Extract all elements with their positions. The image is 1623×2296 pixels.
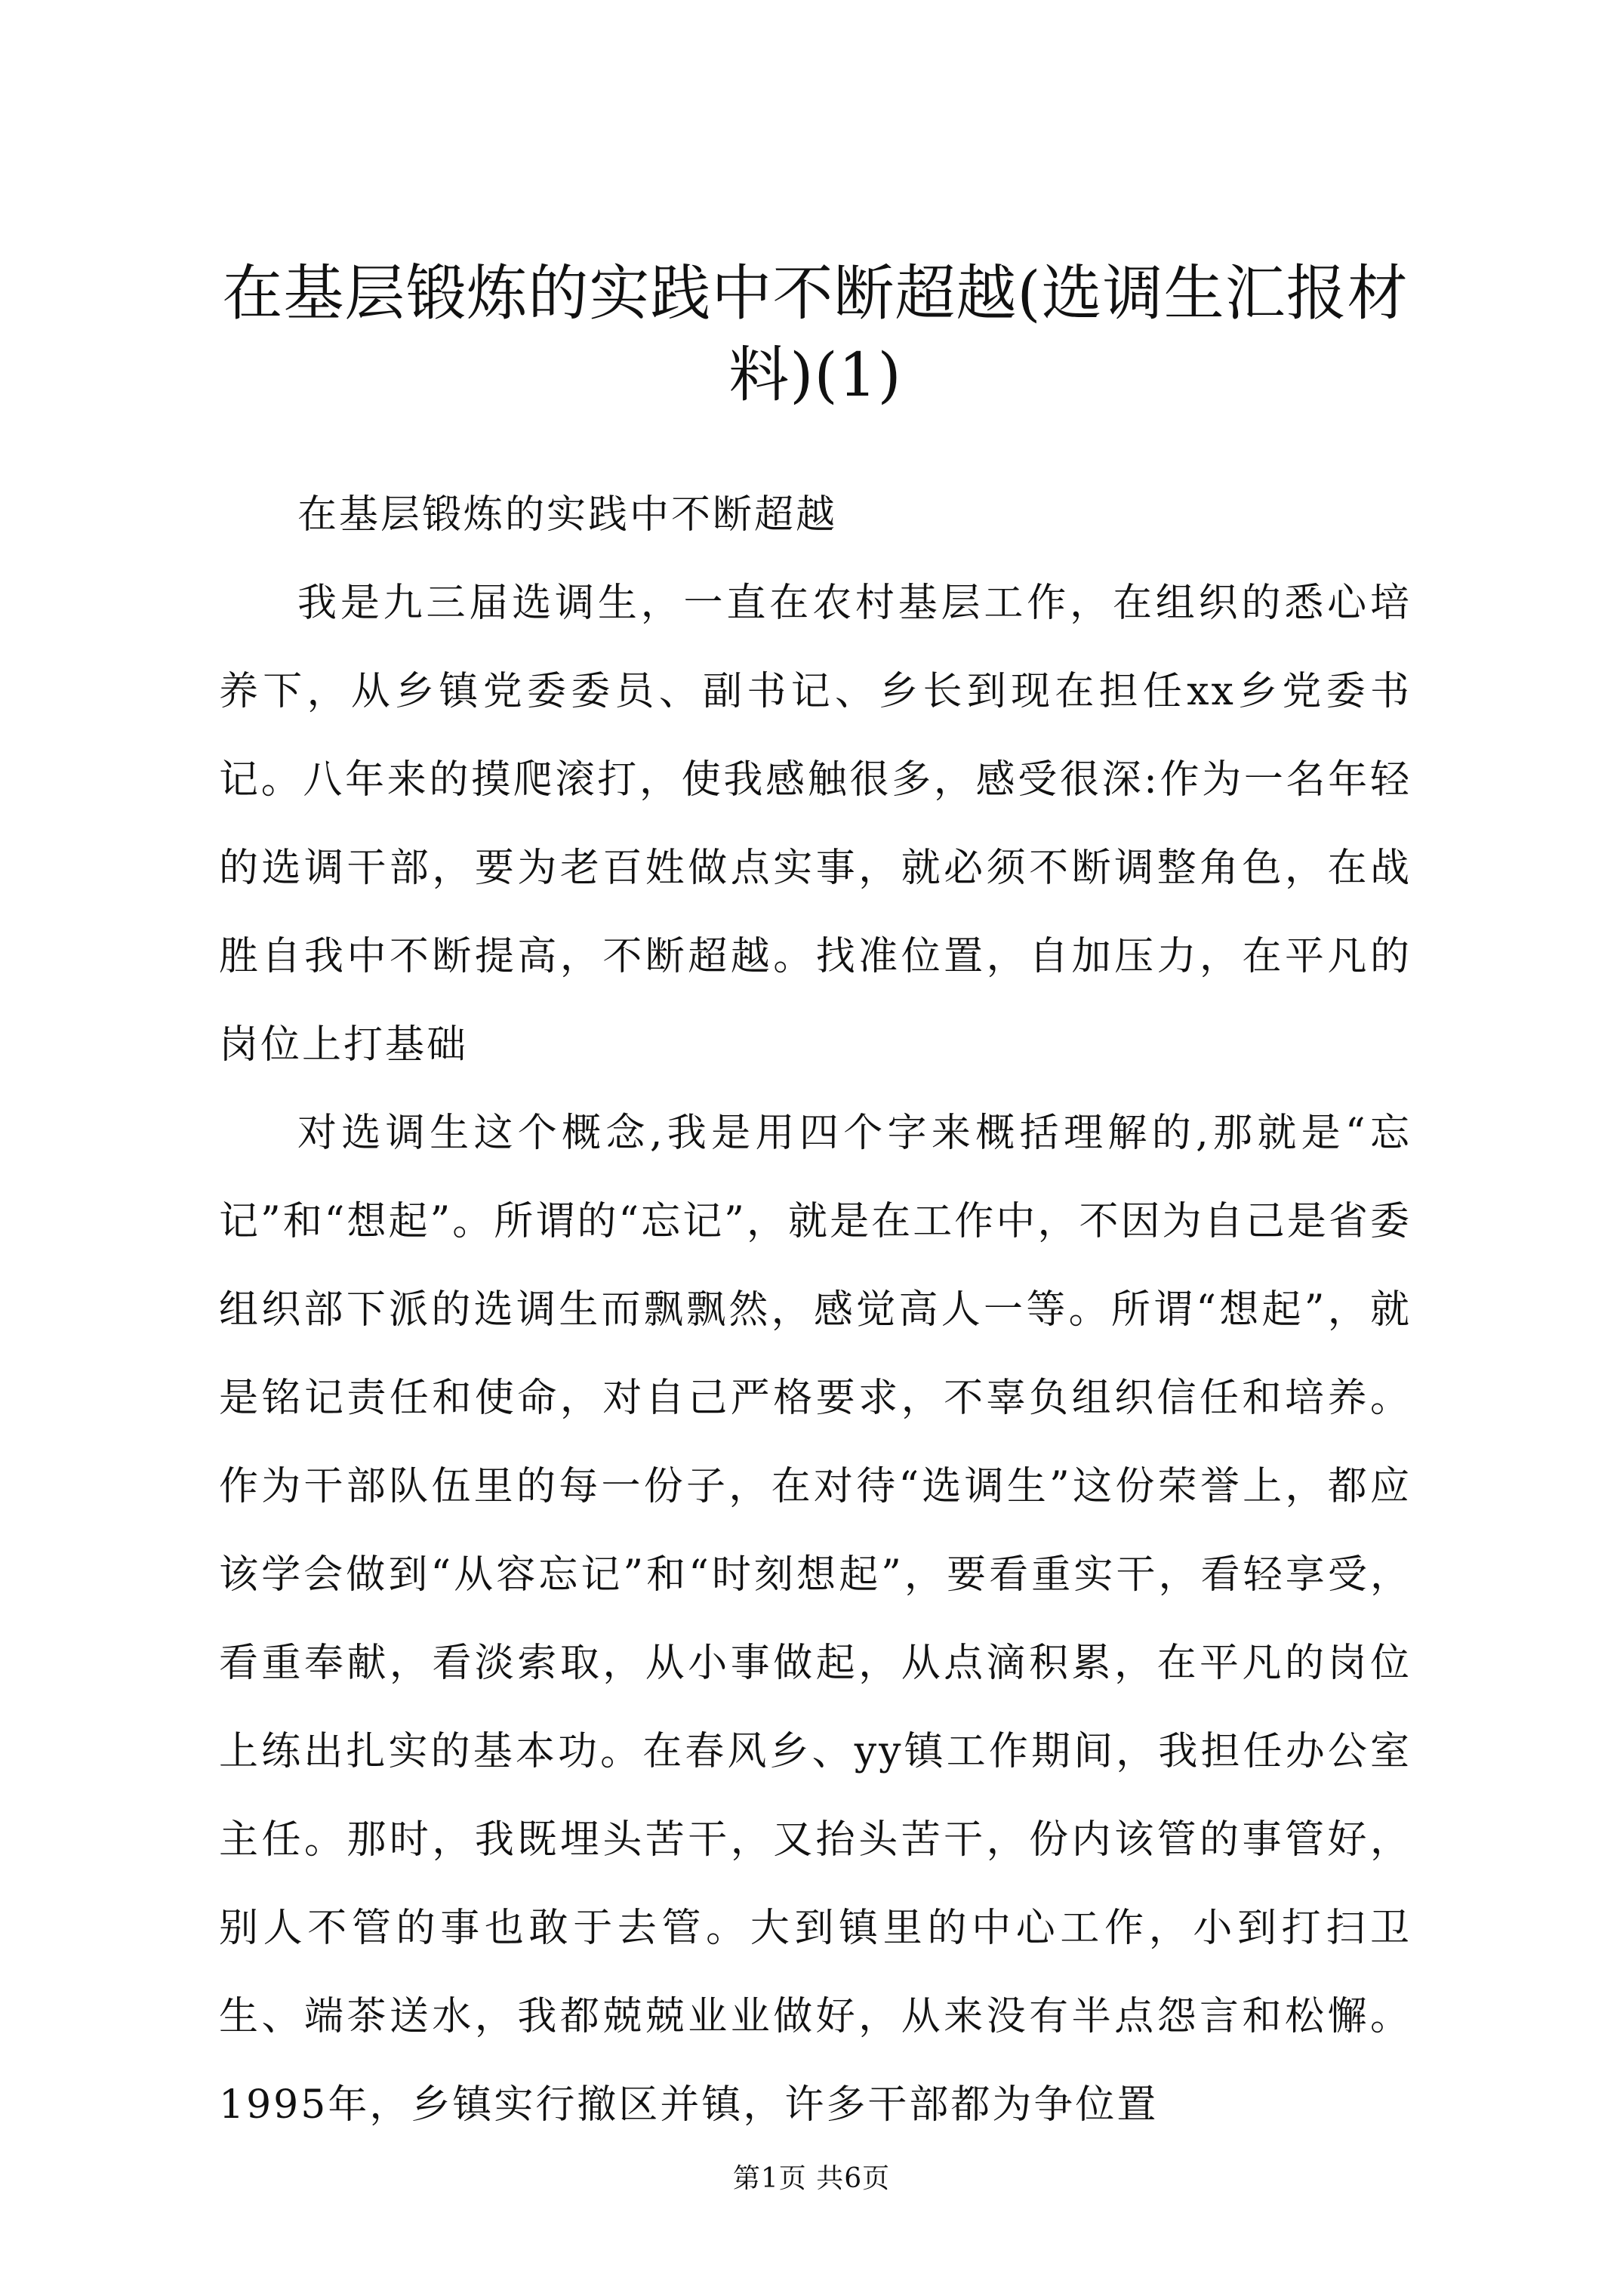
body-paragraph: 对选调生这个概念,我是用四个字来概括理解的,那就是“忘记”和“想起”。所谓的“忘记”，就是在工作中，不因为自己是省委组织部下派的选调生而飘飘然，感觉高人一等。所谓“想起”，就是铭记责任和使命，对自己严格要求，不辜负组织信任和培养。作为干部队伍里的每一份子，在对待“选调生”这份荣誉上，都应该学会做到“从容忘记”和“时刻想起”，要看重实干，看轻享受，看重奉献，看淡索取，从小事做起，从点滴积累，在平凡的岗位上练出扎实的基本功。在春风乡、yy镇工作期间，我担任办公室主任。那时，我既埋头苦干，又抬头苦干，份内该管的事管好，别人不管的事也敢于去管。大到镇里的中心工作，小到打扫卫生、端茶送水，我都兢兢业业做好，从来没有半点怨言和松懈。1995年，乡镇实行撤区并镇，许多干部都为争位置 [219, 1111, 1412, 2128]
document-title: 在基层锻炼的实践中不断超越(选调生汇报材料)(1) [222, 258, 1409, 410]
document-body [219, 471, 1412, 2150]
page-number-footer: 第1页 共6页 [732, 2163, 891, 2194]
subtitle-paragraph: 在基层锻炼的实践中不断超越 [297, 492, 838, 538]
body-paragraph: 我是九三届选调生，一直在农村基层工作，在组织的悉心培养下，从乡镇党委委员、副书记、乡长到现在担任xx乡党委书记。八年来的摸爬滚打，使我感触很多，感受很深:作为一名年轻的选调干部，要为老百姓做点实事，就必须不断调整角色，在战胜自我中不断提高，不断超越。找准位置，自加压力，在平凡的岗位上打基础 [219, 581, 1412, 1068]
